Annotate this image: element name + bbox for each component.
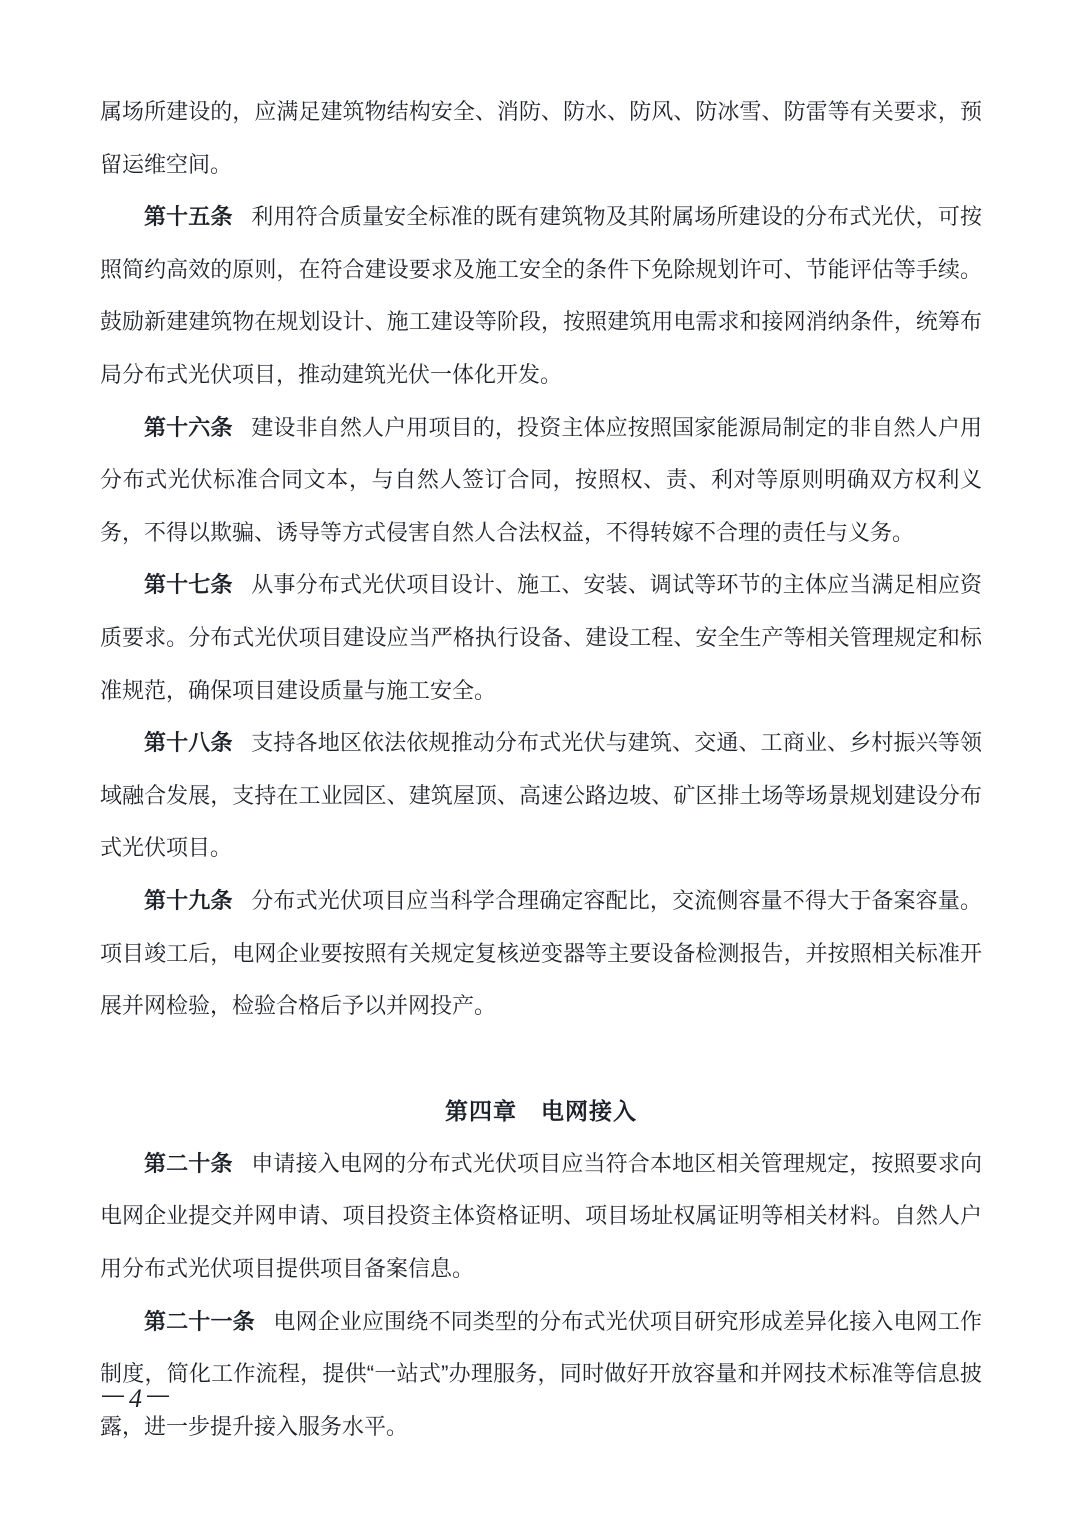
paragraph-article-16 [100,402,982,560]
paragraph-text: 支持各地区依法依规推动分布式光伏与建筑、交通、工商业、乡村振兴等领域融合发展，支持在工业园区、建筑屋顶、高速公路边坡、矿区排土场等场景规划建设分布式光伏项目。 [100,730,982,861]
footer-dash-right: — [147,1382,169,1407]
paragraph-continuation [100,86,982,191]
paragraph-text: 从事分布式光伏项目设计、施工、安装、调试等环节的主体应当满足相应资质要求。分布式光伏项目建设应当严格执行设备、建设工程、安全生产等相关管理规定和标准规范，确保项目建设质量与施工安全。 [100,572,982,703]
paragraph-text: 申请接入电网的分布式光伏项目应当符合本地区相关管理规定，按照要求向电网企业提交并网申请、项目投资主体资格证明、项目场址权属证明等相关材料。自然人户用分布式光伏项目提供项目备案信息。 [100,1150,982,1282]
article-number: 第十九条 [144,887,233,913]
paragraph-article-20 [100,1138,982,1296]
paragraph-article-18 [100,717,982,875]
footer-dash-left: — [102,1382,124,1407]
paragraph-text: 建设非自然人户用项目的，投资主体应按照国家能源局制定的非自然人户用分布式光伏标准合同文本，与自然人签订合同，按照权、责、利对等原则明确双方权利义务，不得以欺骗、诱导等方式侵害自然人合法权益，不得转嫁不合理的责任与义务。 [100,414,982,545]
article-number: 第二十条 [144,1150,233,1176]
document-body [100,86,982,1453]
paragraph-article-19 [100,875,982,1033]
paragraph-text: 分布式光伏项目应当科学合理确定容配比，交流侧容量不得大于备案容量。项目竣工后，电网企业要按照有关规定复核逆变器等主要设备检测报告，并按照相关标准开展并网检验，检验合格后予以并网投产。 [100,887,982,1019]
paragraph-article-15 [100,191,982,401]
paragraph-text: 利用符合质量安全标准的既有建筑物及其附属场所建设的分布式光伏，可按照简约高效的原则，在符合建设要求及施工安全的条件下免除规划许可、节能评估等手续。鼓励新建建筑物在规划设计、施工建设等阶段，按照建筑用电需求和接网消纳条件，统筹布局分布式光伏项目，推动建筑光伏一体化开发。 [100,204,982,387]
chapter-heading: 第四章 电网接入 [445,1098,637,1125]
article-number: 第十八条 [144,730,233,756]
article-number: 第二十一条 [144,1308,255,1334]
paragraph-text: 属场所建设的，应满足建筑物结构安全、消防、防水、防风、防冰雪、防雷等有关要求，预留运维空间。 [100,99,982,177]
paragraph-text: 电网企业应围绕不同类型的分布式光伏项目研究形成差异化接入电网工作制度，简化工作流程，提供“一站式”办理服务，同时做好开放容量和并网技术标准等信息披露，进一步提升接入服务水平。 [100,1308,982,1439]
page-number-footer [102,1382,169,1413]
article-number: 第十六条 [144,414,233,440]
article-number: 第十七条 [144,572,233,598]
paragraph-article-17 [100,559,982,717]
article-number: 第十五条 [144,204,233,230]
footer-page-number: 4 [129,1384,142,1413]
paragraph-article-21 [100,1296,982,1454]
